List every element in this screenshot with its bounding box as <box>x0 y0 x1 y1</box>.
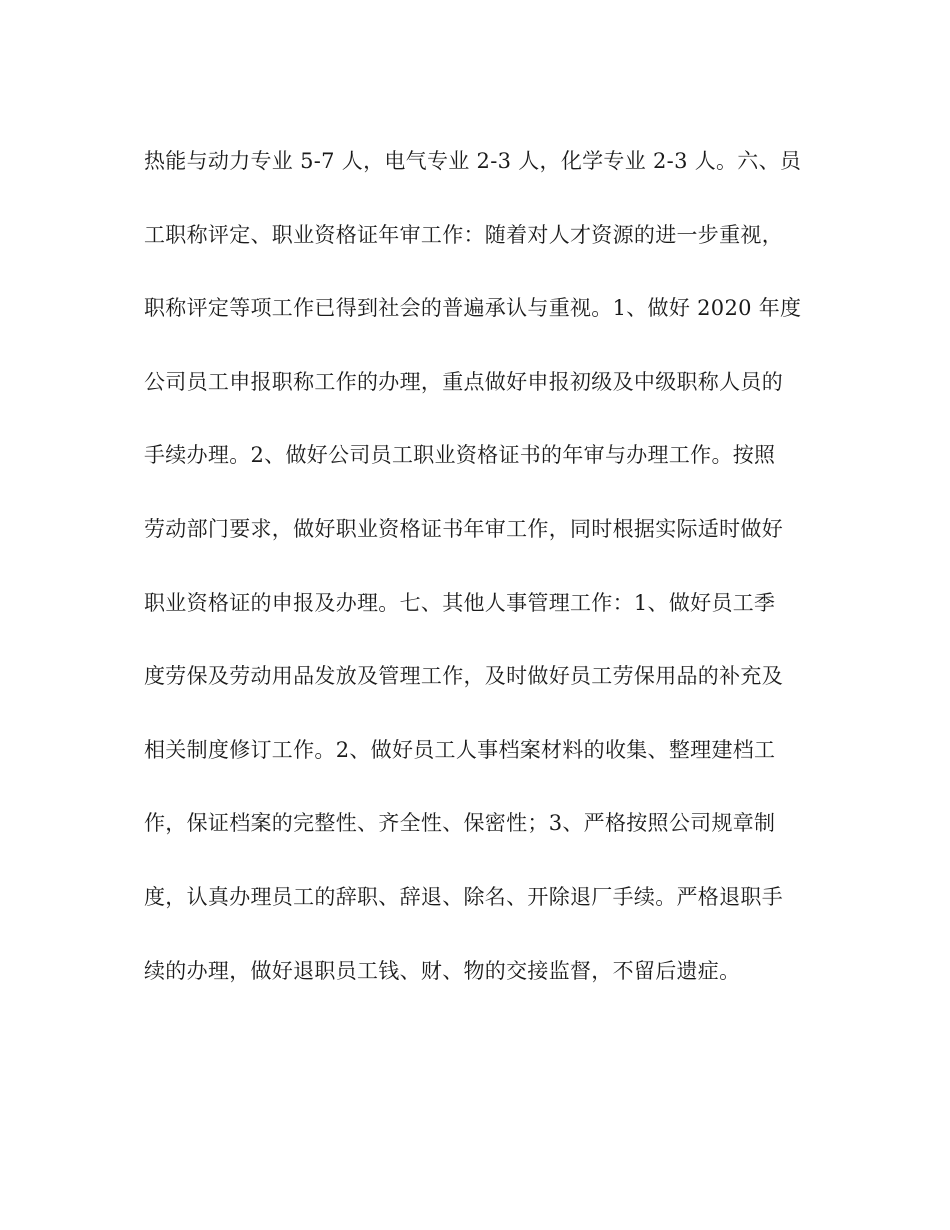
text-line-9: 相关制度修订工作。2、做好员工人事档案材料的收集、整理建档工 <box>144 737 776 762</box>
body-text <box>144 138 824 1021</box>
text-line-3: 职称评定等项工作已得到社会的普遍承认与重视。1、做好 2020 年度 <box>144 296 802 321</box>
text-line-12: 续的办理，做好退职员工钱、财、物的交接监督，不留后遗症。 <box>144 958 741 983</box>
text-line-4: 公司员工申报职称工作的办理，重点做好申报初级及中级职称人员的 <box>144 369 783 394</box>
text-line-8: 度劳保及劳动用品发放及管理工作，及时做好员工劳保用品的补充及 <box>144 664 783 689</box>
text-line-2: 工职称评定、职业资格证年审工作：随着对人才资源的进一步重视， <box>144 222 783 247</box>
text-line-5: 手续办理。2、做好公司员工职业资格证书的年审与办理工作。按照 <box>144 443 776 468</box>
text-line-10: 作，保证档案的完整性、齐全性、保密性；3、严格按照公司规章制 <box>144 811 776 836</box>
text-line-7: 职业资格证的申报及办理。七、其他人事管理工作：1、做好员工季 <box>144 590 776 615</box>
text-line-6: 劳动部门要求，做好职业资格证书年审工作，同时根据实际适时做好 <box>144 516 783 541</box>
text-line-1: 热能与动力专业 5-7 人，电气专业 2-3 人，化学专业 2-3 人。六、员 <box>144 149 802 173</box>
text-line-11: 度，认真办理员工的辞职、辞退、除名、开除退厂手续。严格退职手 <box>144 884 783 909</box>
